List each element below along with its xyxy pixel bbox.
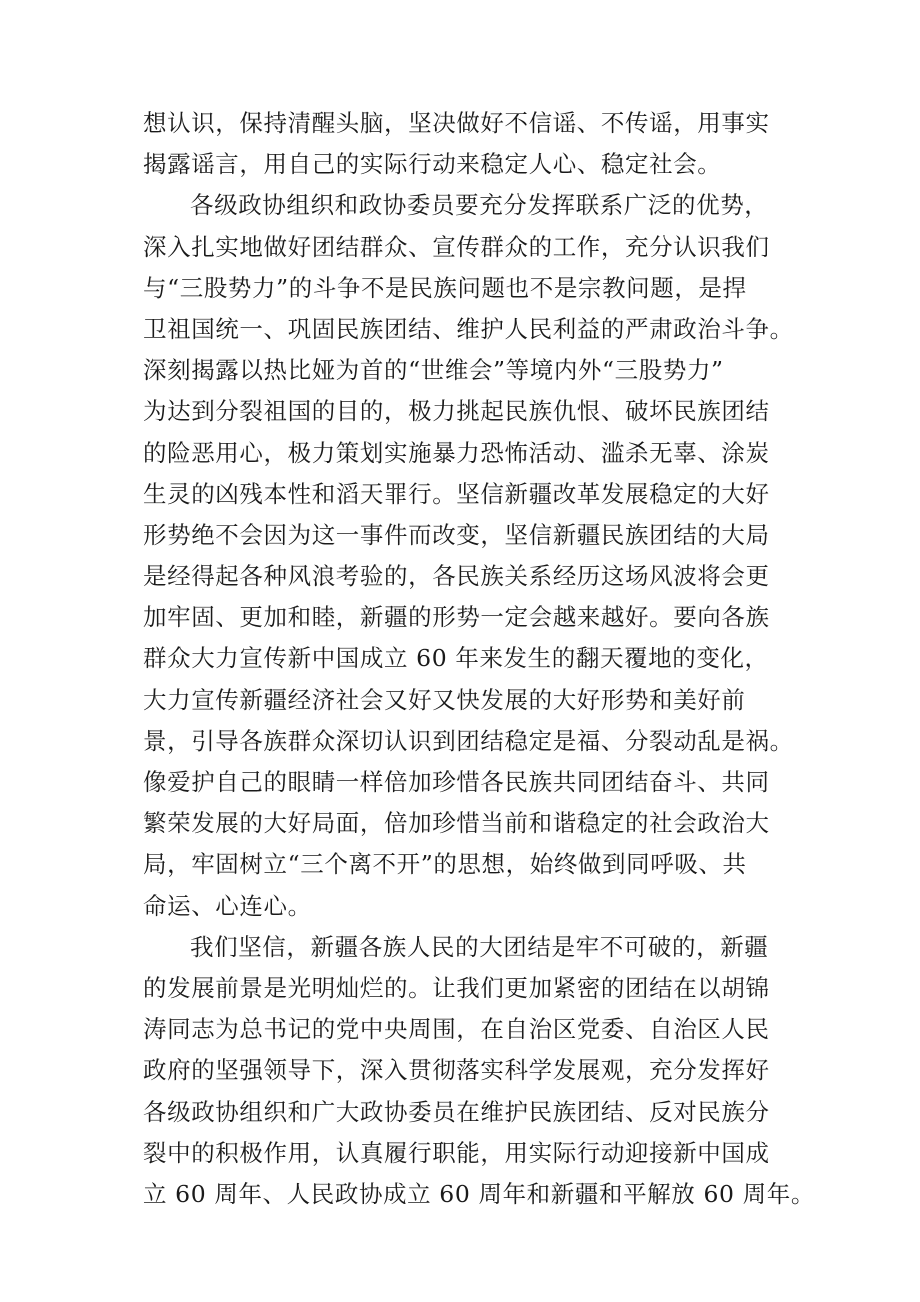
text-line: 裂中的积极作用，认真履行职能，用实际行动迎接新中国成 — [143, 1138, 770, 1167]
text-line: 形势绝不会因为这一事件而改变，坚信新疆民族团结的大局 — [143, 520, 770, 549]
text-line: 局，牢固树立“三个离不开”的思想，始终做到同呼吸、共 — [143, 850, 747, 879]
text-line: 深刻揭露以热比娅为首的“世维会”等境内外“三股势力” — [143, 356, 724, 385]
text-line: 像爱护自己的眼睛一样倍加珍惜各民族共同团结奋斗、共同 — [143, 768, 770, 796]
text-line: 加牢固、更加和睦，新疆的形势一定会越来越好。要向各族 — [143, 603, 770, 632]
text-line: 景，引导各族群众深切认识到团结稳定是福、分裂动乱是祸。 — [143, 726, 794, 755]
paragraph-start-line: 我们坚信，新疆各族人民的大团结是牢不可破的，新疆 — [190, 932, 769, 961]
text-line: 为达到分裂祖国的目的，极力挑起民族仇恨、破坏民族团结 — [143, 397, 770, 426]
text-line: 各级政协组织和广大政协委员在维护民族团结、反对民族分 — [143, 1097, 770, 1126]
text-line: 立 60 周年、人民政协成立 60 周年和新疆和平解放 60 周年。 — [143, 1179, 815, 1208]
text-line: 命运、心连心。 — [143, 891, 312, 920]
text-line: 揭露谣言，用自己的实际行动来稳定人心、稳定社会。 — [143, 150, 722, 179]
text-line: 深入扎实地做好团结群众、宣传群众的工作，充分认识我们 — [143, 232, 770, 261]
text-line: 生灵的凶残本性和滔天罪行。坚信新疆改革发展稳定的大好 — [143, 479, 770, 508]
text-line: 卫祖国统一、巩固民族团结、维护人民利益的严肃政治斗争。 — [143, 314, 794, 343]
text-line: 政府的坚强领导下，深入贯彻落实科学发展观，充分发挥好 — [143, 1056, 770, 1085]
text-line: 群众大力宣传新中国成立 60 年来发生的翻天覆地的变化， — [143, 644, 769, 673]
text-line: 繁荣发展的大好局面，倍加珍惜当前和谐稳定的社会政治大 — [143, 809, 770, 838]
text-line: 是经得起各种风浪考验的，各民族关系经历这场风波将会更 — [143, 562, 770, 591]
body-text — [143, 103, 815, 1215]
text-line: 涛同志为总书记的党中央周围，在自治区党委、自治区人民 — [143, 1015, 770, 1044]
paragraph-start-line: 各级政协组织和政协委员要充分发挥联系广泛的优势， — [190, 191, 769, 220]
text-line: 的发展前景是光明灿烂的。让我们更加紧密的团结在以胡锦 — [143, 973, 770, 1002]
text-line: 与“三股势力”的斗争不是民族问题也不是宗教问题，是捍 — [143, 273, 747, 302]
text-line: 想认识，保持清醒头脑，坚决做好不信谣、不传谣，用事实 — [143, 109, 770, 137]
text-line: 大力宣传新疆经济社会又好又快发展的大好形势和美好前 — [143, 685, 746, 714]
text-line: 的险恶用心，极力策划实施暴力恐怖活动、滥杀无辜、涂炭 — [143, 438, 770, 467]
